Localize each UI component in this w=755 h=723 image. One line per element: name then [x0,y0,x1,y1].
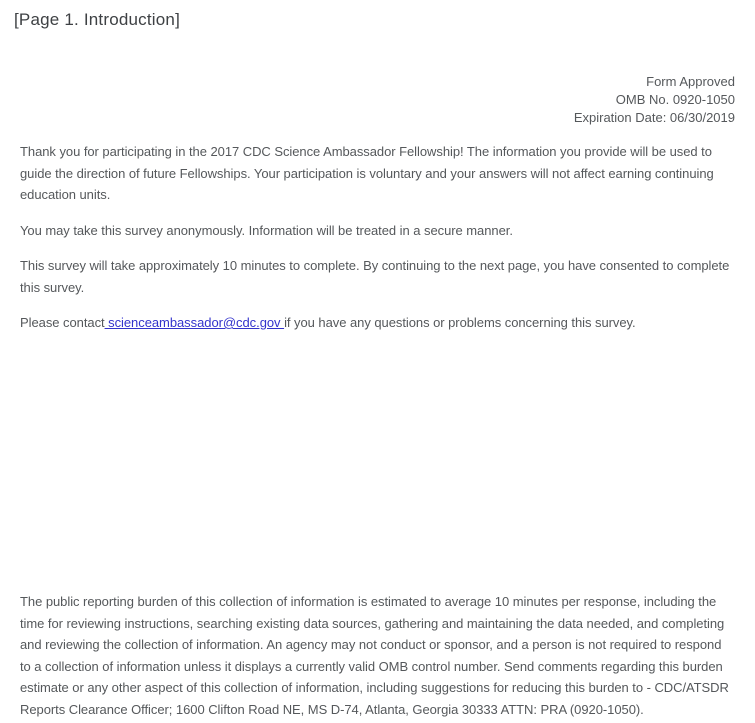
contact-prefix-text: Please contact [20,315,105,330]
contact-paragraph [20,312,734,334]
expiration-date-text: Expiration Date: 06/30/2019 [573,110,735,125]
intro-paragraph-thank-you: Thank you for participating in the 2017 CDC Science Ambassador Fellowship! The information you provide will be used to guide the direction of future Fellowships. Your participation is voluntary and your answers will not affect earning continuing education units. [20,144,714,202]
burden-statement: The public reporting burden of this collection of information is estimated to average 10 minutes per response, including the time for reviewing instructions, searching existing data sources, gathering and maintaining the data needed, and completing and reviewing the collection of information. An agency may not conduct or sponsor, and a person is not required to respond to a collection of information unless it displays a currently valid OMB control number. Send comments regarding this burden estimate or any other aspect of this collection of information, including suggestions for reducing this burden to - CDC/ATSDR Reports Clearance Officer; 1600 Clifton Road NE, MS D-74, Atlanta, Georgia 30333 ATTN: PRA (0920-1050). [20,594,729,717]
intro-paragraph-duration-consent: This survey will take approximately 10 minutes to complete. By continuing to the next page, you have consented to complete this survey. [20,258,730,295]
email-link[interactable]: scienceambassador@cdc.gov [104,315,285,330]
omb-number-text: OMB No. 0920-1050 [615,92,735,107]
page-title: [Page 1. Introduction] [14,10,181,29]
contact-suffix-text: if you have any questions or problems concerning this survey. [284,315,636,330]
intro-text-block [20,141,734,348]
intro-paragraph-anonymous: You may take this survey anonymously. Information will be treated in a secure manner. [20,222,513,238]
form-approved-text: Form Approved [646,74,735,89]
omb-approval-block [574,73,735,127]
